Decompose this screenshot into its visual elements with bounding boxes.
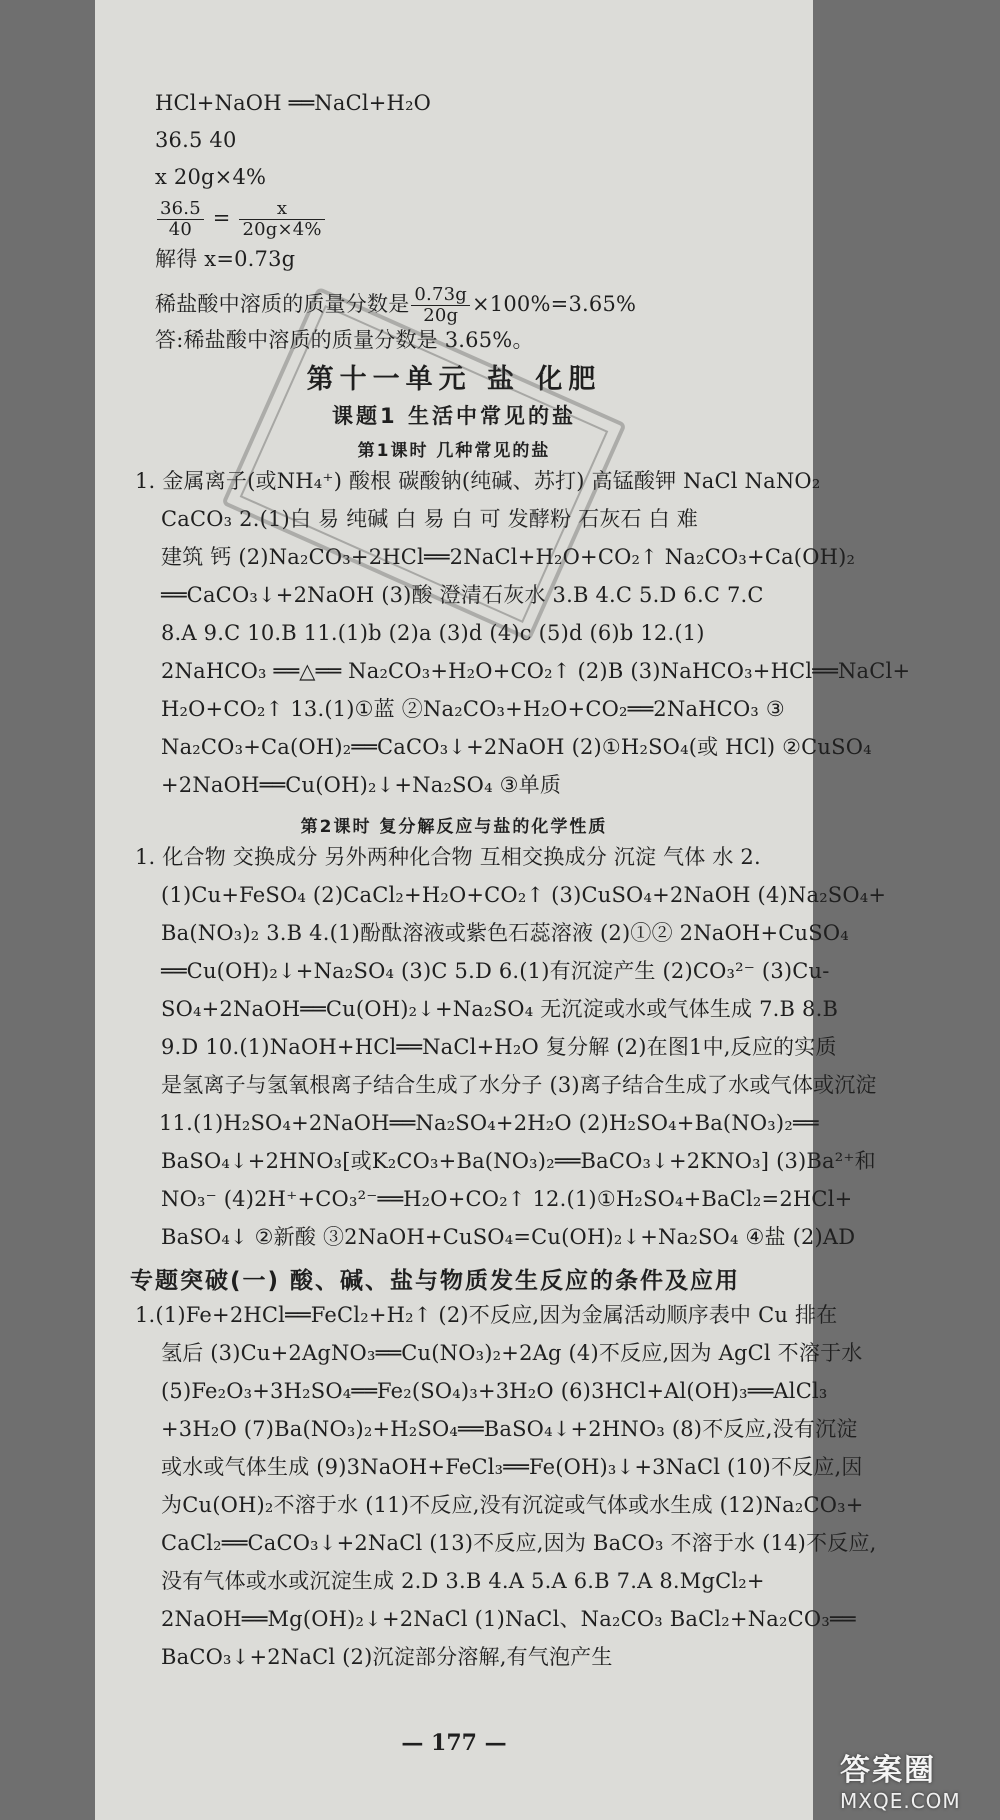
answer-line: 是氢离子与氢氧根离子结合生成了水分子 (3)离子结合生成了水或气体或沉淀 bbox=[161, 1073, 877, 1097]
answer-line: Ba(NO₃)₂ 3.B 4.(1)酚酞溶液或紫色石蕊溶液 (2)①② 2NaOH+CuSO₄ bbox=[161, 921, 849, 945]
answer-line: BaCO₃↓+2NaCl (2)沉淀部分溶解,有气泡产生 bbox=[161, 1645, 613, 1669]
topic-title: 专题突破(一) 酸、碱、盐与物质发生反应的条件及应用 bbox=[130, 1268, 741, 1294]
calc-line-2: 36.5 40 bbox=[155, 128, 237, 152]
calc-answer: 答:稀盐酸中溶质的质量分数是 3.65%。 bbox=[155, 328, 534, 352]
answer-line: 氢后 (3)Cu+2AgNO₃══Cu(NO₃)₂+2Ag (4)不反应,因为 AgCl 不溶于水 bbox=[161, 1341, 863, 1365]
answer-line: +2NaOH══Cu(OH)₂↓+Na₂SO₄ ③单质 bbox=[161, 773, 562, 797]
answer-line: (1)Cu+FeSO₄ (2)CaCl₂+H₂O+CO₂↑ (3)CuSO₄+2NaOH (4)Na₂SO₄+ bbox=[161, 883, 887, 907]
answer-line: 2NaOH══Mg(OH)₂↓+2NaCl (1)NaCl、Na₂CO₃ BaCl₂+Na₂CO₃══ bbox=[161, 1607, 856, 1631]
answer-line: BaSO₄↓+2HNO₃[或K₂CO₃+Ba(NO₃)₂══BaCO₃↓+2KNO₃] (3)Ba²⁺和 bbox=[161, 1149, 876, 1173]
calc-line-5: 解得 x=0.73g bbox=[155, 247, 296, 271]
answer-line: SO₄+2NaOH══Cu(OH)₂↓+Na₂SO₄ 无沉淀或水或气体生成 7.B 8.B bbox=[161, 997, 839, 1021]
watermark-logo bbox=[840, 1745, 990, 1815]
calc-line-3: x 20g×4% bbox=[155, 165, 267, 189]
answer-line: ══CaCO₃↓+2NaOH (3)酸 澄清石灰水 3.B 4.C 5.D 6.C 7.C bbox=[161, 583, 764, 607]
answer-line: +3H₂O (7)Ba(NO₃)₂+H₂SO₄══BaSO₄↓+2HNO₃ (8)不反应,没有沉淀 bbox=[161, 1417, 858, 1441]
watermark-url: MXQE.COM bbox=[840, 1789, 961, 1813]
period-1-title: 第1课时 几种常见的盐 bbox=[357, 441, 551, 461]
answer-line: (5)Fe₂O₃+3H₂SO₄══Fe₂(SO₄)₃+3H₂O (6)3HCl+Al(OH)₃══AlCl₃ bbox=[161, 1379, 828, 1403]
calc-proportion: $\frac{36.5}{40}$ = $\frac{x}{20g\times 4\%}$ bbox=[155, 196, 795, 240]
watermark-text: 答案圈 bbox=[840, 1753, 936, 1788]
answer-line: 1.(1)Fe+2HCl══FeCl₂+H₂↑ (2)不反应,因为金属活动顺序表中 Cu 排在 bbox=[135, 1303, 838, 1327]
period-2-title: 第2课时 复分解反应与盐的化学性质 bbox=[300, 817, 608, 837]
calc-line-6: 稀盐酸中溶质的质量分数是 $\frac{0.73g}{20g}$ ×100%=3.65% bbox=[155, 284, 637, 326]
answer-line: 为Cu(OH)₂不溶于水 (11)不反应,没有沉淀或气体或水生成 (12)Na₂CO₃+ bbox=[161, 1493, 864, 1517]
fraction: $\frac{x}{20g\times 4\%}$ bbox=[239, 199, 324, 240]
answer-line: CaCO₃ 2.(1)白 易 纯碱 白 易 白 可 发酵粉 石灰石 白 难 bbox=[161, 507, 698, 531]
page-number: — 177 — bbox=[401, 1730, 507, 1756]
answer-line: H₂O+CO₂↑ 13.(1)①蓝 ②Na₂CO₃+H₂O+CO₂══2NaHCO₃ ③ bbox=[161, 697, 785, 721]
calc-line-1: HCl+NaOH ══NaCl+H₂O bbox=[155, 91, 432, 115]
lesson-title: 课题1 生活中常见的盐 bbox=[332, 404, 576, 428]
answer-line: CaCl₂══CaCO₃↓+2NaCl (13)不反应,因为 BaCO₃ 不溶于水 (14)不反应, bbox=[161, 1531, 877, 1555]
answer-line: 1. 化合物 交换成分 另外两种化合物 互相交换成分 沉淀 气体 水 2. bbox=[135, 845, 761, 869]
fraction: $\frac{36.5}{40}$ bbox=[157, 199, 204, 240]
answer-line: 8.A 9.C 10.B 11.(1)b (2)a (3)d (4)c (5)d (6)b 12.(1) bbox=[161, 621, 705, 645]
answer-line: 1. 金属离子(或NH₄⁺) 酸根 碳酸钠(纯碱、苏打) 高锰酸钾 NaCl NaNO₂ bbox=[135, 469, 821, 493]
answer-line: BaSO₄↓ ②新酸 ③2NaOH+CuSO₄=Cu(OH)₂↓+Na₂SO₄ ④盐 (2)AD bbox=[161, 1225, 856, 1249]
answer-line: 或水或气体生成 (9)3NaOH+FeCl₃══Fe(OH)₃↓+3NaCl (10)不反应,因 bbox=[161, 1455, 863, 1479]
unit-title: 第十一单元 盐 化肥 bbox=[306, 364, 602, 395]
answer-line: 2NaHCO₃ ══△══ Na₂CO₃+H₂O+CO₂↑ (2)B (3)NaHCO₃+HCl══NaCl+ bbox=[161, 659, 911, 683]
answer-line: 建筑 钙 (2)Na₂CO₃+2HCl══2NaCl+H₂O+CO₂↑ Na₂CO₃+Ca(OH)₂ bbox=[161, 545, 856, 569]
answer-line: 没有气体或水或沉淀生成 2.D 3.B 4.A 5.A 6.B 7.A 8.MgCl₂+ bbox=[161, 1569, 765, 1593]
answer-line: 11.(1)H₂SO₄+2NaOH══Na₂SO₄+2H₂O (2)H₂SO₄+Ba(NO₃)₂══ bbox=[159, 1111, 819, 1135]
answer-line: ══Cu(OH)₂↓+Na₂SO₄ (3)C 5.D 6.(1)有沉淀产生 (2)CO₃²⁻ (3)Cu- bbox=[161, 959, 830, 983]
answer-line: Na₂CO₃+Ca(OH)₂══CaCO₃↓+2NaOH (2)①H₂SO₄(或 HCl) ②CuSO₄ bbox=[161, 735, 872, 759]
fraction: $\frac{0.73g}{20g}$ bbox=[411, 285, 470, 326]
answer-line: 9.D 10.(1)NaOH+HCl══NaCl+H₂O 复分解 (2)在图1中,反应的实质 bbox=[161, 1035, 837, 1059]
answer-line: NO₃⁻ (4)2H⁺+CO₃²⁻══H₂O+CO₂↑ 12.(1)①H₂SO₄+BaCl₂=2HCl+ bbox=[161, 1187, 853, 1211]
